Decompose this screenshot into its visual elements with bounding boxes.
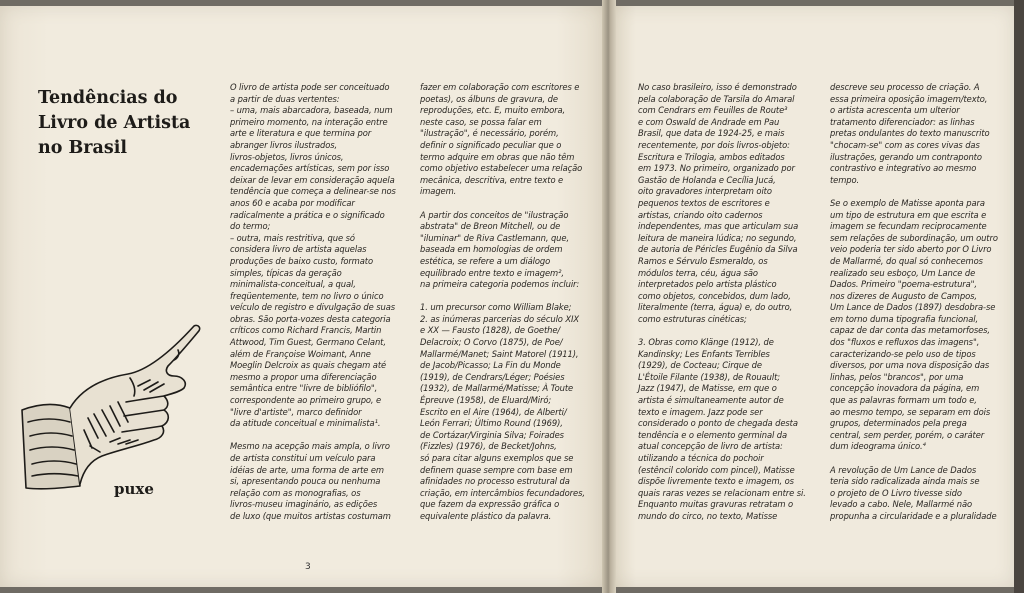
text-line: além de Françoise Woimant, Anne <box>230 348 371 359</box>
text-line: de autoria de Péricles Eugênio da Silva <box>638 244 798 255</box>
text-line: linhas, pelos "brancos", por uma <box>830 371 964 382</box>
title-line: no Brasil <box>38 138 127 158</box>
text-line: neste caso, se possa falar em <box>420 116 542 127</box>
text-line: pela colaboração de Tarsila do Amaral <box>638 93 795 104</box>
text-line: artista é simultaneamente autor de <box>638 395 784 406</box>
pull-label: puxe <box>114 480 154 498</box>
text-line: 3. Obras como Klänge (1912), de <box>638 337 774 348</box>
text-line: Gastão de Holanda e Cecília Jucá, <box>638 174 776 185</box>
text-line: Moeglin Delcroix as quais chegam até <box>230 360 387 371</box>
text-line: o projeto de O Livro tivesse sido <box>830 487 962 498</box>
text-line: encadernações artísticas, sem por isso <box>230 163 390 174</box>
text-line: afinidades no processo estrutural da <box>420 476 570 487</box>
text-line: sem relações de subordinação, um outro <box>830 232 998 243</box>
text-line: contrastivo e integrativo ao mesmo <box>830 163 977 174</box>
text-line: Um Lance de Dados (1897) desdobra-se <box>830 302 996 313</box>
text-line: e com Oswald de Andrade em Pau <box>638 116 780 127</box>
text-line: diversos, por uma nova disposição das <box>830 360 990 371</box>
text-line: grupos, determinados pela prega <box>830 418 967 429</box>
text-line: dum ideograma único.⁴ <box>830 441 926 452</box>
text-line: No caso brasileiro, isso é demonstrado <box>638 82 797 92</box>
text-line: idéias de arte, uma forma de arte em <box>230 464 384 475</box>
text-line: essa primeira oposição imagem/texto, <box>830 93 988 104</box>
text-line: só para citar alguns exemplos que se <box>420 453 574 463</box>
text-line: 1. um precursor como William Blake; <box>420 302 572 313</box>
page-edge <box>1014 0 1024 593</box>
text-line: abstrata" de Breon Mitchell, ou de <box>420 221 561 232</box>
text-line: com Cendrars em Feuilles de Route³ <box>638 105 788 116</box>
text-line: como objetivo estabelecer uma relação <box>420 163 583 174</box>
text-line: León Ferrari; Último Round (1969), <box>420 418 563 429</box>
text-line: "iluminar" de Riva Castlemann, que, <box>420 232 570 243</box>
text-line: pretas ondulantes do texto manuscrito <box>830 128 990 139</box>
text-line: obras. São porta-vozes desta categoria <box>230 313 391 324</box>
text-column-4 <box>830 82 1008 523</box>
text-line: 2. as inúmeras parcerias do século XIX <box>420 313 580 324</box>
paragraph <box>830 198 1008 453</box>
text-line: interpretados pelo artista plástico <box>638 279 777 290</box>
paragraph <box>638 337 814 523</box>
text-line: tendência e o elemento germinal da <box>638 429 788 440</box>
text-line: utilizando a técnica do pochoir <box>638 453 764 463</box>
text-line: que fazem da expressão gráfica o <box>420 499 560 510</box>
text-line: veículo de registro e divulgação de suas <box>230 302 396 313</box>
book-gutter <box>602 0 616 593</box>
text-line: tratamento diferenciador: as linhas <box>830 116 975 127</box>
text-line: Mesmo na acepção mais ampla, o livro <box>230 441 390 452</box>
text-line: módulos terra, céu, água são <box>638 267 758 278</box>
text-line: veio poderia ter sido aberto por O Livro <box>830 244 992 255</box>
text-line: definir o significado peculiar que o <box>420 139 562 150</box>
text-line: dos "fluxos e refluxos das imagens", <box>830 337 980 348</box>
text-line: A revolução de Um Lance de Dados <box>830 464 977 475</box>
text-line: termo adquire em obras que não têm <box>420 151 575 162</box>
text-line: O livro de artista pode ser conceituado <box>230 82 390 92</box>
text-line: levado a cabo. Nele, Mallarmé não <box>830 499 973 510</box>
text-line: independentes, mas que articulam sua <box>638 221 799 232</box>
title-line: Livro de Artista <box>38 113 191 133</box>
text-line: concepção inovadora da página, em <box>830 383 980 394</box>
text-line: pequenos textos de escritores e <box>638 197 770 208</box>
page-title <box>38 86 208 161</box>
text-line: oito gravadores interpretam oito <box>638 186 772 197</box>
text-line: Enquanto muitas gravuras retratam o <box>638 499 794 510</box>
text-line: críticos como Richard Francis, Martin <box>230 325 382 336</box>
text-line: de artista constitui um veículo para <box>230 453 376 463</box>
text-line: um tipo de estrutura em que escrita e <box>830 209 987 220</box>
text-line: imagem se fecundam reciprocamente <box>830 221 987 232</box>
text-line: ao mesmo tempo, se separam em dois <box>830 406 991 417</box>
text-line: livros-museu imaginário, as edições <box>230 499 378 510</box>
text-line: de Cortázar/Virginia Silva; Foirades <box>420 429 564 440</box>
pointing-hand-icon <box>18 318 204 496</box>
text-line: (1932), de Mallarmé/Matisse; À Toute <box>420 383 574 394</box>
text-line: abranger livros ilustrados, <box>230 139 338 150</box>
text-column-2 <box>420 82 596 523</box>
text-line: semântica entre "livre de bibliófilo", <box>230 383 378 394</box>
text-line: correspondente ao primeiro grupo, e <box>230 395 382 406</box>
text-line: – outra, mais restritiva, que só <box>230 232 355 243</box>
text-line: Se o exemplo de Matisse aponta para <box>830 197 985 208</box>
paragraph <box>230 441 406 522</box>
text-line: simples, típicas da geração <box>230 267 342 278</box>
paragraph <box>230 82 406 430</box>
text-line: deixar de levar em consideração aquela <box>230 174 395 185</box>
text-line: ilustrações, gerando um contraponto <box>830 151 982 162</box>
text-line: reproduções, etc. E, muito embora, <box>420 105 566 116</box>
text-column-1 <box>230 82 406 523</box>
text-line: como objetos, concebidos, dum lado, <box>638 290 791 301</box>
title-line: Tendências do <box>38 88 178 108</box>
text-line: realizado seu esboço, Um Lance de <box>830 267 976 278</box>
text-line: estética, se refere a um diálogo <box>420 255 551 266</box>
text-line: mundo do circo, no texto, Matisse <box>638 510 778 521</box>
paragraph <box>638 82 814 325</box>
paragraph <box>420 82 596 198</box>
text-line: em torno duma tipografia funcional, <box>830 313 979 324</box>
text-line: anos 60 e acaba por modificar <box>230 197 355 208</box>
text-line: criação, em intercâmbios fecundadores, <box>420 487 585 498</box>
paragraph <box>830 465 1008 523</box>
text-line: de luxo (que muitos artistas costumam <box>230 510 391 521</box>
text-line: central, sem perder, porém, o caráter <box>830 429 985 440</box>
text-line: poetas), os álbuns de gravura, de <box>420 93 558 104</box>
text-line: Brasil, que data de 1924-25, e mais <box>638 128 785 139</box>
text-line: Kandinsky; Les Enfants Terribles <box>638 348 770 359</box>
text-line: (1929), de Cocteau; Cirque de <box>638 360 762 371</box>
text-line: teria sido radicalizada ainda mais se <box>830 476 980 487</box>
text-line: o artista acrescenta um ulterior <box>830 105 960 116</box>
text-line: minimalista-conceitual, a qual, <box>230 279 356 290</box>
text-line: tempo. <box>830 174 860 185</box>
text-line: da atitude conceitual e minimalista¹. <box>230 418 381 429</box>
text-line: atual concepção de livro de artista: <box>638 441 783 452</box>
text-line: considera livro de artista aquelas <box>230 244 367 255</box>
text-line: Escritura e Trilogia, ambos editados <box>638 151 785 162</box>
text-line: dispõe livremente texto e imagem, os <box>638 476 794 487</box>
text-line: a partir de duas vertentes: <box>230 93 340 104</box>
text-line: tendência que começa a delinear-se nos <box>230 186 396 197</box>
text-line: em 1973. No primeiro, organizado por <box>638 163 795 174</box>
text-line: (1919), de Cendrars/Léger; Poésies <box>420 371 565 382</box>
paragraph <box>420 302 596 522</box>
text-line: Épreuve (1958), de Eluard/Miró; <box>420 395 552 406</box>
text-line: relação com as monografias, os <box>230 487 361 498</box>
text-line: Attwood, Tim Guest, Germano Celant, <box>230 337 386 348</box>
text-line: do termo; <box>230 221 271 232</box>
text-line: equilibrado entre texto e imagem², <box>420 267 564 278</box>
text-line: "ilustração", é necessário, porém, <box>420 128 559 139</box>
text-line: (estêncil colorido com pincel), Matisse <box>638 464 795 475</box>
text-line: leitura de maneira lúdica; no segundo, <box>638 232 797 243</box>
text-line: Jazz (1947), de Matisse, em que o <box>638 383 777 394</box>
text-line: livros-objetos, livros únicos, <box>230 151 344 162</box>
text-line: L'Étoile Filante (1938), de Rouault; <box>638 371 780 382</box>
text-line: capaz de dar conta das metamorfoses, <box>830 325 990 336</box>
text-line: equivalente plástico da palavra. <box>420 510 552 521</box>
text-column-3 <box>638 82 814 523</box>
text-line: Mallarmé/Manet; Saint Matorel (1911), <box>420 348 579 359</box>
text-line: considerado o ponto de chegada desta <box>638 418 798 429</box>
text-line: primeiro momento, na interação entre <box>230 116 388 127</box>
text-line: propunha a circularidade e a pluralidade <box>830 510 997 521</box>
text-line: "livre d'artiste", marco definidor <box>230 406 362 417</box>
text-line: mesmo a propor uma diferenciação <box>230 371 377 382</box>
text-line: definem quase sempre com base em <box>420 464 573 475</box>
text-line: na primeira categoria podemos incluir: <box>420 279 580 290</box>
text-line: (Fizzles) (1976), de Becket/Johns, <box>420 441 557 452</box>
paragraph <box>420 210 596 291</box>
text-line: si, apresentando pouca ou nenhuma <box>230 476 381 487</box>
text-line: caracterizando-se pelo uso de tipos <box>830 348 976 359</box>
paragraph <box>830 82 1008 186</box>
text-line: descreve seu processo de criação. A <box>830 82 980 92</box>
text-line: Ramos e Sérvulo Esmeraldo, os <box>638 255 768 266</box>
text-line: arte e literatura e que termina por <box>230 128 372 139</box>
text-line: produções de baixo custo, formato <box>230 255 373 266</box>
text-line: imagem. <box>420 186 457 197</box>
page-number: 3 <box>305 562 311 572</box>
text-line: "chocam-se" com as cores vivas das <box>830 139 980 150</box>
text-line: fazer em colaboração com escritores e <box>420 82 580 92</box>
text-line: de Mallarmé, do qual só conhecemos <box>830 255 983 266</box>
text-line: quais raras vezes se relacionam entre si. <box>638 487 806 498</box>
text-line: de Jacob/Picasso; La Fin du Monde <box>420 360 561 371</box>
text-line: artistas, criando oito cadernos <box>638 209 763 220</box>
text-line: freqüentemente, tem no livro o único <box>230 290 384 301</box>
text-line: recentemente, por dois livros-objeto: <box>638 139 790 150</box>
text-line: que as palavras formam um todo e, <box>830 395 977 406</box>
text-line: baseada em homologias de ordem <box>420 244 563 255</box>
text-line: mecânica, descritiva, entre texto e <box>420 174 564 185</box>
text-line: nos dizeres de Augusto de Campos, <box>830 290 977 301</box>
text-line: e XX — Fausto (1828), de Goethe/ <box>420 325 561 336</box>
text-line: Dados. Primeiro "poema-estrutura", <box>830 279 977 290</box>
text-line: – uma, mais abarcadora, baseada, num <box>230 105 393 116</box>
text-line: radicalmente a prática e o significado <box>230 209 385 220</box>
text-line: Escrito en el Aire (1964), de Alberti/ <box>420 406 567 417</box>
text-line: A partir dos conceitos de "ilustração <box>420 209 569 220</box>
text-line: texto e imagem. Jazz pode ser <box>638 406 763 417</box>
text-line: literalmente (terra, água) e, do outro, <box>638 302 793 313</box>
text-line: Delacroix; O Corvo (1875), de Poe/ <box>420 337 563 348</box>
text-line: como estruturas cinéticas; <box>638 313 747 324</box>
